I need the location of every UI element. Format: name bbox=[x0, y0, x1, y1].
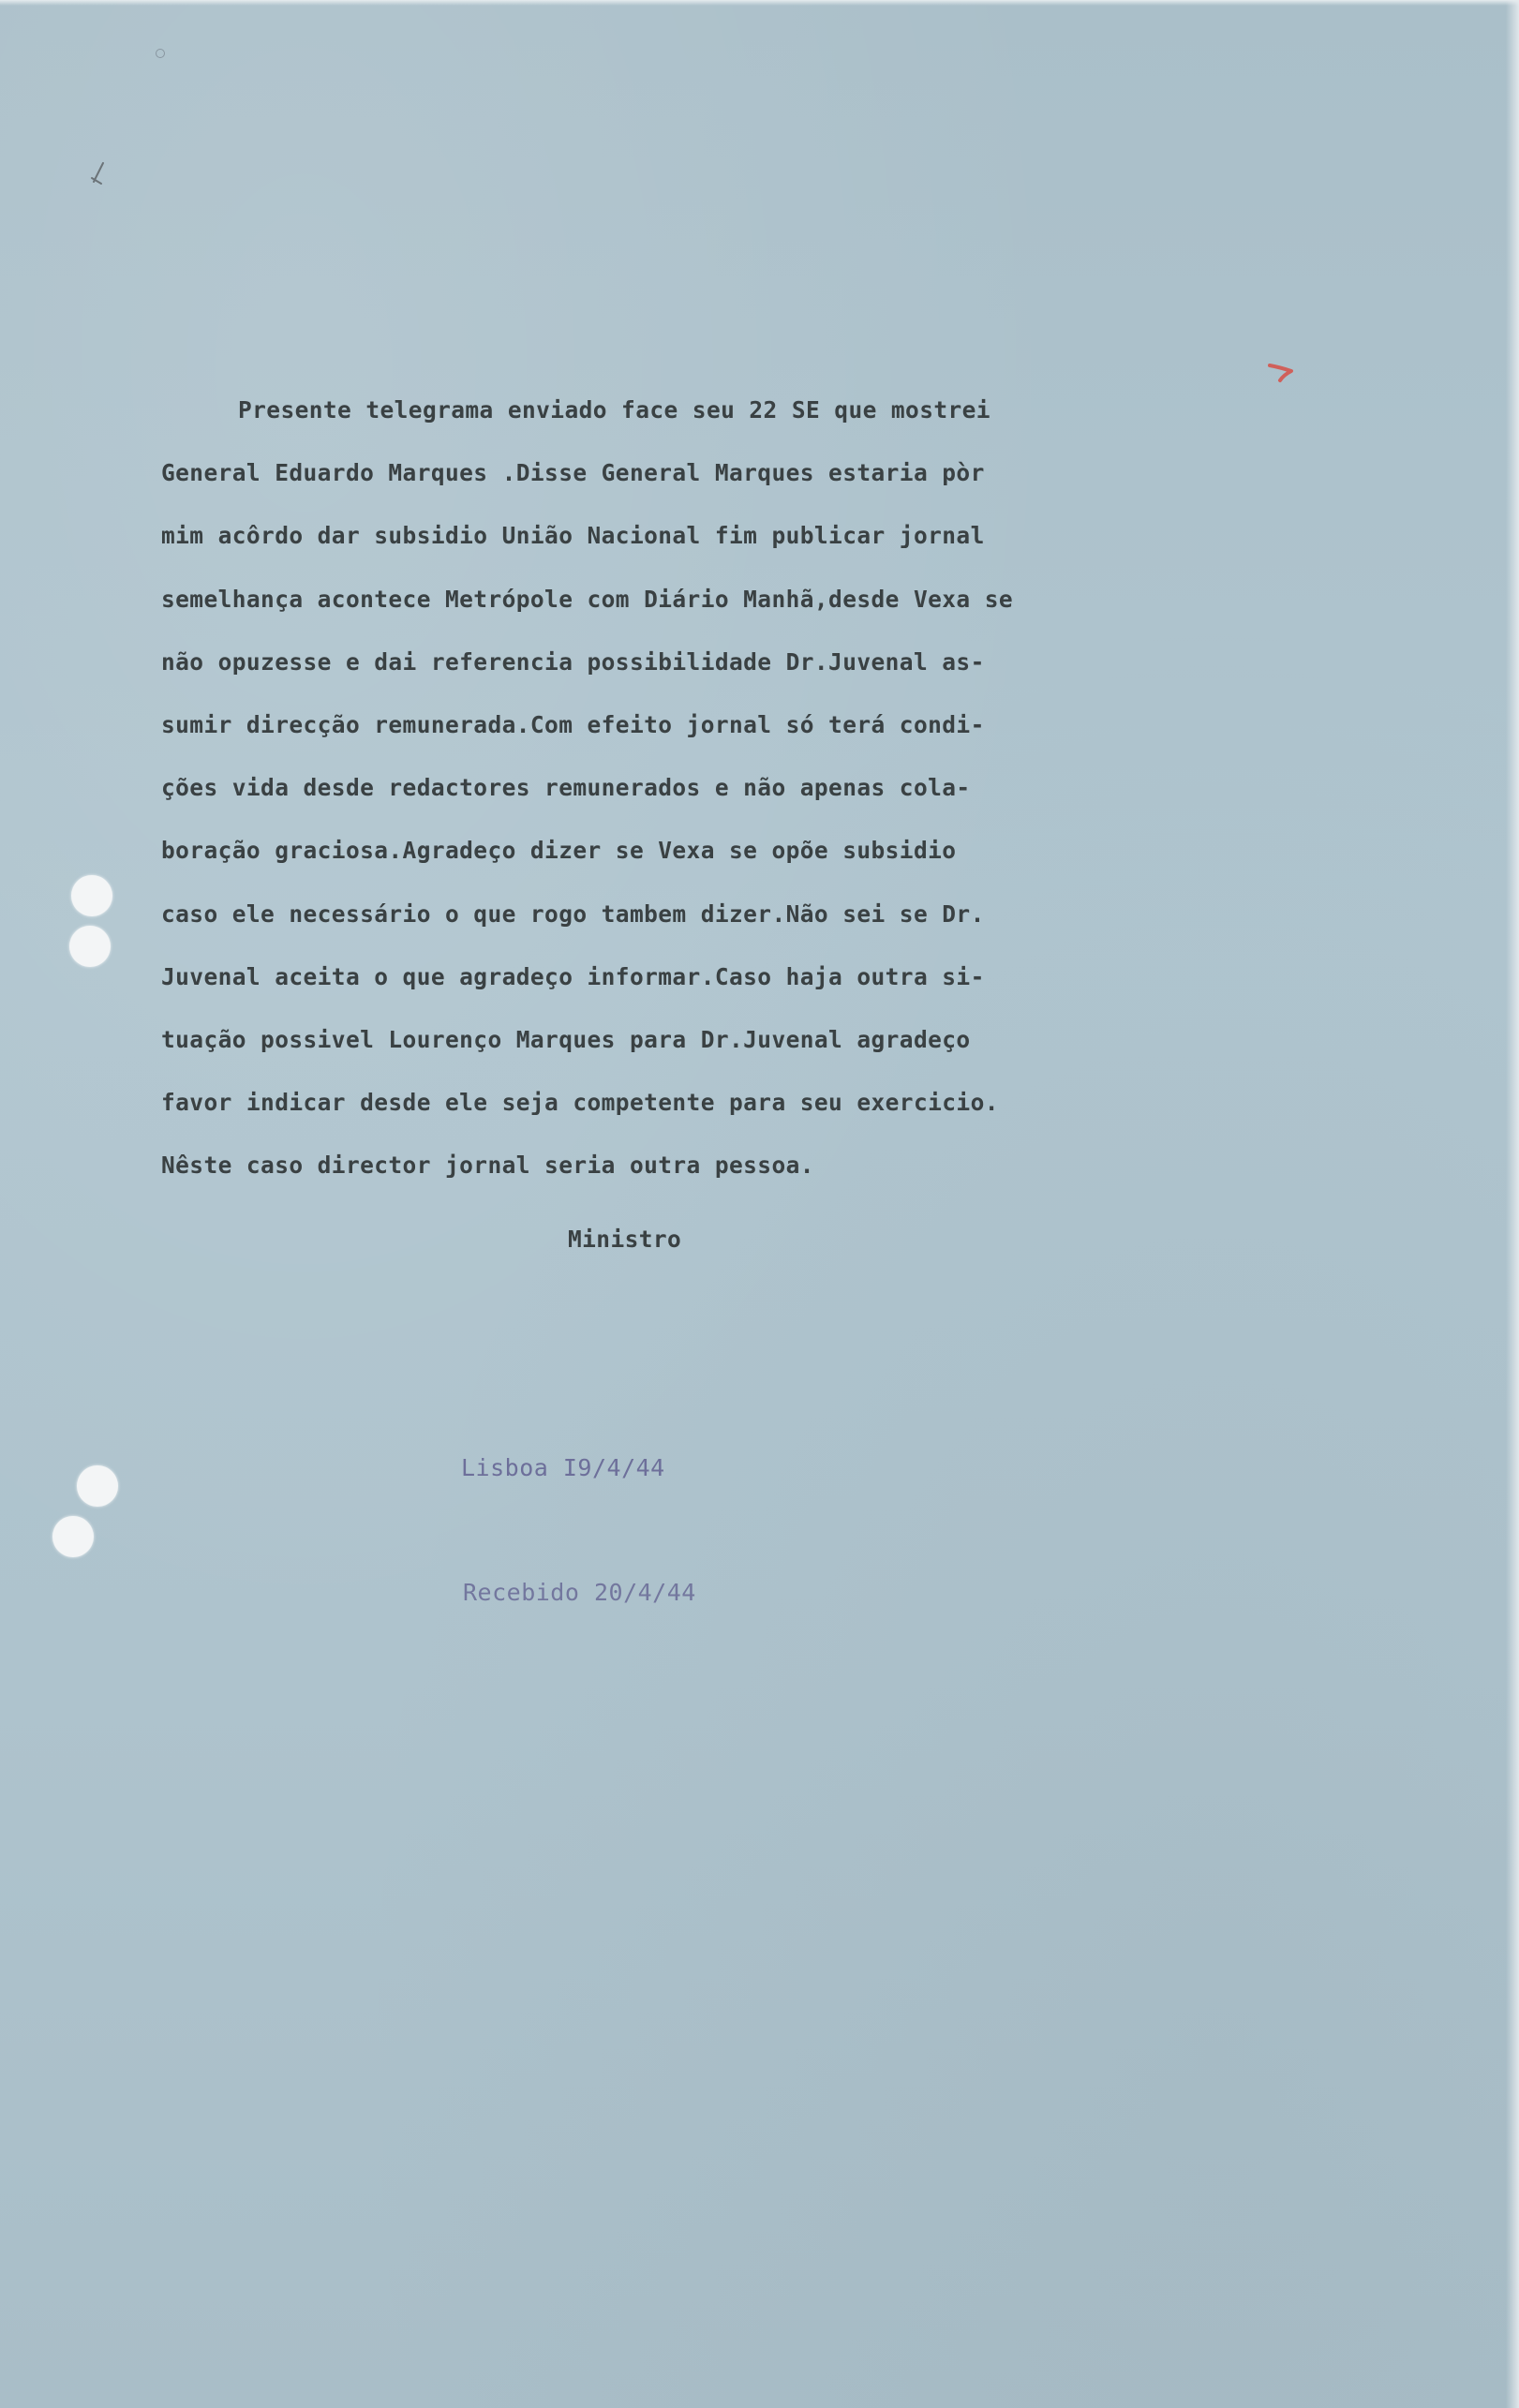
sent-date-stamp: Lisboa I9/4/44 bbox=[461, 1454, 665, 1481]
pencil-corner-mark bbox=[90, 161, 107, 186]
body-line: boração graciosa.Agradeço dizer se Vexa se opõe subsidio bbox=[161, 837, 957, 865]
red-check-mark bbox=[1267, 362, 1295, 384]
body-line: sumir direcção remunerada.Com efeito jornal só terá condi- bbox=[161, 711, 985, 739]
small-ring-mark bbox=[156, 49, 165, 58]
paper-right-edge bbox=[1506, 0, 1519, 2408]
body-line: não opuzesse e dai referencia possibilidade Dr.Juvenal as- bbox=[161, 647, 985, 676]
body-line: Presente telegrama enviado face seu 22 SE que mostrei bbox=[238, 396, 990, 424]
body-line: Juvenal aceita o que agradeço informar.Caso haja outra si- bbox=[161, 962, 985, 990]
body-line: mim acôrdo dar subsidio União Nacional fim publicar jornal bbox=[161, 522, 985, 550]
punch-hole bbox=[71, 875, 112, 916]
telegram-body bbox=[161, 379, 1126, 1197]
body-line: tuação possivel Lourenço Marques para Dr.Juvenal agradeço bbox=[161, 1026, 971, 1054]
received-date-stamp: Recebido 20/4/44 bbox=[463, 1579, 696, 1606]
punch-hole bbox=[69, 926, 111, 967]
body-line: semelhança acontece Metrópole com Diário Manhã,desde Vexa se bbox=[161, 585, 1014, 613]
body-line: favor indicar desde ele seja competente para seu exercicio. bbox=[161, 1089, 999, 1117]
body-line: General Eduardo Marques .Disse General Marques estaria pòr bbox=[161, 459, 985, 487]
body-line: ções vida desde redactores remunerados e não apenas cola- bbox=[161, 774, 971, 802]
punch-hole bbox=[52, 1516, 94, 1557]
paper-top-edge bbox=[0, 0, 1519, 6]
body-line: caso ele necessário o que rogo tambem dizer.Não sei se Dr. bbox=[161, 899, 985, 928]
signature-ministro: Ministro bbox=[568, 1226, 682, 1253]
punch-hole bbox=[77, 1465, 118, 1507]
body-line: Nêste caso director jornal seria outra pessoa. bbox=[161, 1152, 814, 1180]
